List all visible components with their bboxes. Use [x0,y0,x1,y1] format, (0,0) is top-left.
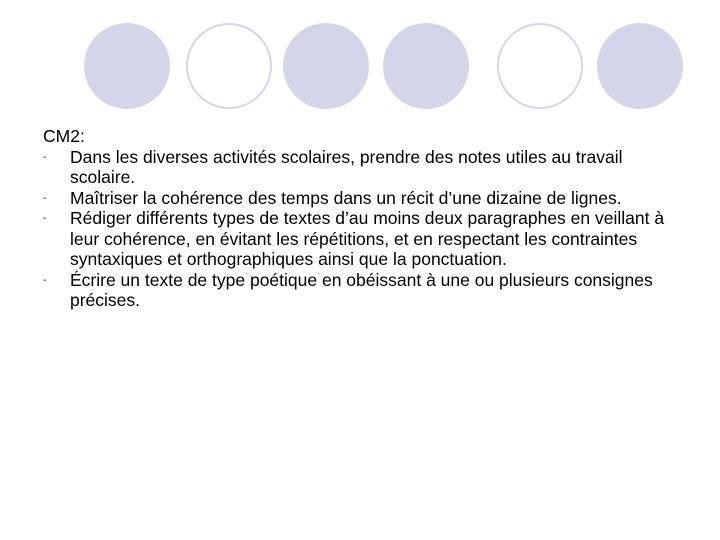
outline-circle-icon [186,23,272,109]
slide-content [43,126,683,311]
slide-heading: CM2: [43,126,85,146]
list-item [43,188,683,209]
filled-circle-icon [383,23,469,109]
dash-bullet: - [43,151,47,163]
dash-bullet: - [43,192,47,204]
list-item [43,147,683,188]
filled-circle-icon [283,23,369,109]
list-item [43,208,683,270]
dash-bullet: - [43,213,47,224]
dash-bullet: - [43,274,47,286]
list-item-text: Maîtriser la cohérence des temps dans un récit d’une dizaine de lignes. [70,187,622,208]
decorative-circles [0,0,720,120]
list-item-text: Dans les diverses activités scolaires, prendre des notes utiles au travail scolaire. [70,146,623,187]
list-item-text: Rédiger différents types de textes d’au moins deux paragraphes en veillant à leur cohérence, en évitant les répétitions, et en respectant les contraintes syntaxiques et orthographiques ainsi que la ponctuation. [70,208,665,269]
list-item [43,270,683,311]
filled-circle-icon [597,23,683,109]
filled-circle-icon [84,23,170,109]
list-item-text: Écrire un texte de type poétique en obéissant à une ou plusieurs consignes précises. [70,269,653,310]
outline-circle-icon [497,23,583,109]
objectives-list [43,147,683,311]
